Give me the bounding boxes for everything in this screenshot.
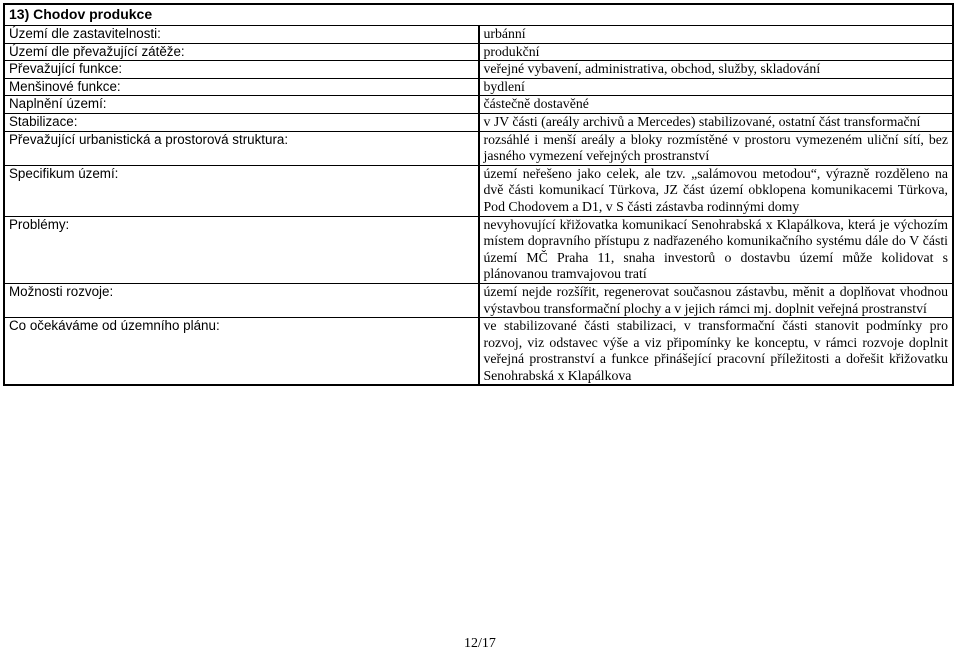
table-row — [5, 26, 952, 44]
row-value: urbánní — [479, 26, 953, 44]
row-value: částečně dostavěné — [479, 96, 953, 114]
row-label: Možnosti rozvoje: — [5, 283, 479, 317]
page-number: 12/17 — [464, 636, 496, 651]
locality-table — [3, 3, 954, 386]
table-row — [5, 96, 952, 114]
table-row — [5, 43, 952, 61]
row-label: Specifikum území: — [5, 165, 479, 216]
table-row — [5, 318, 952, 385]
row-label: Stabilizace: — [5, 113, 479, 131]
section-header-row — [5, 5, 952, 26]
row-value: produkční — [479, 43, 953, 61]
table-row — [5, 131, 952, 165]
row-value: rozsáhlé i menší areály a bloky rozmístěné v prostoru vymezeném uliční sítí, bez jasného vymezení veřejných prostranství — [479, 131, 953, 165]
row-value: ve stabilizované části stabilizaci, v transformační části stanovit podmínky pro rozvoj, viz odstavec výše a viz připomínky ke konceptu, v rámci rozvoje doplnit veřejná prostranství a funkce přinášející pracovní příležitosti a dořešit křižovatku Senohrabská x Klapálkova — [483, 318, 948, 383]
row-label: Převažující urbanistická a prostorová struktura: — [5, 131, 479, 165]
row-label: Území dle zastavitelnosti: — [5, 26, 479, 44]
table-row — [5, 61, 952, 79]
row-value: nevyhovující křižovatka komunikací Senohrabská x Klapálkova, která je výchozím místem dopravního přístupu z nadřazeného komunikačního systému dále do V části území MČ Praha 11, snaha investorů o dostavbu území může kolidovat s plánovanou tramvajovou tratí — [479, 216, 953, 283]
table-row — [5, 216, 952, 283]
table-row — [5, 165, 952, 216]
row-label: Naplnění území: — [5, 96, 479, 114]
row-label: Menšinové funkce: — [5, 78, 479, 96]
row-value: bydlení — [479, 78, 953, 96]
row-label: Území dle převažující zátěže: — [5, 43, 479, 61]
row-value: území nejde rozšířit, regenerovat současnou zástavbu, měnit a doplňovat vhodnou výstavbou transformační plochy a v jejich rámci mj. doplnit veřejná prostranství — [479, 283, 953, 317]
table-row — [5, 283, 952, 317]
row-label: Co očekáváme od územního plánu: — [5, 318, 479, 385]
table-row — [5, 78, 952, 96]
row-value: v JV části (areály archivů a Mercedes) stabilizované, ostatní část transformační — [479, 113, 953, 131]
section-title: 13) Chodov produkce — [5, 5, 952, 26]
locality-grid — [5, 5, 952, 384]
table-row — [5, 113, 952, 131]
row-label: Problémy: — [5, 216, 479, 283]
row-value: veřejné vybavení, administrativa, obchod, služby, skladování — [479, 61, 953, 79]
row-label: Převažující funkce: — [5, 61, 479, 79]
row-value: území neřešeno jako celek, ale tzv. „salámovou metodou“, výrazně rozděleno na dvě části komunikací Türkova, JZ část území obklopena komunikacemi Türkova, Pod Chodovem a D1, v S části zástavba rodinnými domy — [479, 165, 953, 216]
